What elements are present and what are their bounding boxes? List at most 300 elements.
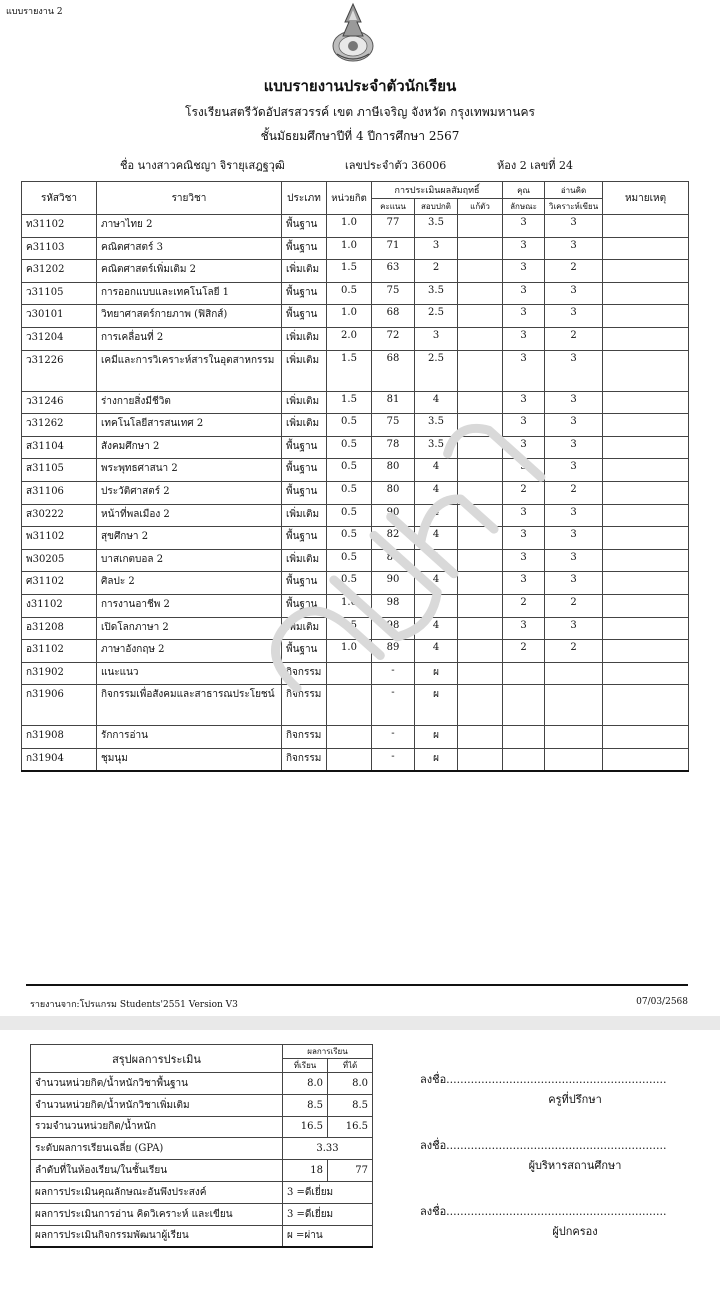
header-subject: รายวิชา [97, 182, 282, 215]
cell-retake [458, 726, 503, 749]
cell-score: 90 [372, 572, 415, 595]
cell-retake [458, 594, 503, 617]
table-row [22, 327, 689, 350]
cell-retake [458, 662, 503, 685]
cell-remark [603, 481, 689, 504]
summary-value: 3 =ดีเยี่ยม [283, 1203, 373, 1225]
school-line: โรงเรียนสตรีวัดอัปสรสวรรค์ เขต ภาษีเจริญ จังหวัด กรุงเทพมหานคร [185, 105, 535, 119]
summary-row-gpa [31, 1138, 373, 1160]
cell-remark [603, 260, 689, 283]
cell-score: 82 [372, 527, 415, 550]
cell-score: - [372, 662, 415, 685]
cell-score: 98 [372, 617, 415, 640]
cell-grade: 4 [415, 572, 458, 595]
table-row [22, 617, 689, 640]
cell-score: 87 [372, 549, 415, 572]
signature-role: ผู้บริหารสถานศึกษา [528, 1159, 622, 1172]
cell-subject: การออกแบบและเทคโนโลยี 1 [97, 282, 282, 305]
cell-retake [458, 215, 503, 238]
cell-retake [458, 391, 503, 414]
table-row [22, 436, 689, 459]
cell-type: พื้นฐาน [282, 459, 327, 482]
cell-character [503, 662, 545, 685]
cell-character [503, 726, 545, 749]
cell-score: 71 [372, 237, 415, 260]
summary-row-extra [31, 1094, 373, 1116]
summary-value: 8.5 [328, 1094, 373, 1116]
header-code: รหัสวิชา [22, 182, 97, 215]
cell-retake [458, 260, 503, 283]
cell-grade: 4 [415, 549, 458, 572]
cell-subject: วิทยาศาสตร์กายภาพ (ฟิสิกส์) [97, 305, 282, 328]
cell-grade: 4 [415, 391, 458, 414]
cell-credit: 2.0 [327, 327, 372, 350]
cell-credit: 1.0 [327, 640, 372, 663]
cell-remark [603, 350, 689, 391]
cell-score: 81 [372, 391, 415, 414]
cell-credit [327, 685, 372, 726]
cell-retake [458, 481, 503, 504]
summary-label: ลำดับที่ในห้องเรียน/ในชั้นเรียน [31, 1160, 283, 1182]
cell-remark [603, 640, 689, 663]
cell-retake [458, 237, 503, 260]
cell-code: ก31902 [22, 662, 97, 685]
cell-type: เพิ่มเติม [282, 414, 327, 437]
table-row [22, 391, 689, 414]
cell-subject: พระพุทธศาสนา 2 [97, 459, 282, 482]
summary-value: 8.0 [283, 1073, 328, 1095]
table-row [22, 459, 689, 482]
table-row [22, 481, 689, 504]
cell-retake [458, 748, 503, 771]
cell-character: 2 [503, 594, 545, 617]
cell-grade: 3.5 [415, 215, 458, 238]
summary-row-total [31, 1116, 373, 1138]
summary-table [30, 1044, 373, 1248]
summary-row-activity [31, 1225, 373, 1247]
footer-date: 07/03/2568 [636, 997, 688, 1007]
cell-score: - [372, 748, 415, 771]
cell-character: 2 [503, 640, 545, 663]
cell-subject: แนะแนว [97, 662, 282, 685]
table-row [22, 305, 689, 328]
cell-remark [603, 504, 689, 527]
cell-remark [603, 391, 689, 414]
signature-advisor [420, 1070, 690, 1108]
cell-character: 3 [503, 391, 545, 414]
table-row [22, 662, 689, 685]
cell-reading: 2 [545, 594, 603, 617]
cell-subject: กิจกรรมเพื่อสังคมและสาธารณประโยชน์ [97, 685, 282, 726]
table-row [22, 685, 689, 726]
cell-remark [603, 748, 689, 771]
table-row [22, 215, 689, 238]
header-grade: สอบปกติ [415, 199, 458, 215]
cell-character: 3 [503, 436, 545, 459]
cell-credit: 1.0 [327, 594, 372, 617]
cell-reading: 3 [545, 459, 603, 482]
cell-score: - [372, 685, 415, 726]
summary-row-character [31, 1181, 373, 1203]
cell-grade: ผ [415, 748, 458, 771]
cell-remark [603, 527, 689, 550]
cell-grade: 2.5 [415, 350, 458, 391]
cell-character: 3 [503, 617, 545, 640]
signature-line: ลงชื่อ............................................................... [420, 1139, 667, 1152]
summary-value: 18 [283, 1160, 328, 1182]
cell-credit: 1.0 [327, 305, 372, 328]
cell-credit [327, 748, 372, 771]
cell-code: ส31106 [22, 481, 97, 504]
cell-reading: 3 [545, 305, 603, 328]
signature-parent [420, 1202, 690, 1240]
signature-role: ผู้ปกครอง [552, 1225, 598, 1238]
cell-grade: 3.5 [415, 282, 458, 305]
table-row [22, 350, 689, 391]
cell-credit: 0.5 [327, 459, 372, 482]
cell-reading: 3 [545, 414, 603, 437]
cell-remark [603, 305, 689, 328]
header-reading-top: อ่านคิด [545, 182, 603, 199]
summary-label: จำนวนหน่วยกิต/น้ำหนักวิชาพื้นฐาน [31, 1073, 283, 1095]
cell-code: ส30222 [22, 504, 97, 527]
cell-remark [603, 726, 689, 749]
summary-value: 8.5 [283, 1094, 328, 1116]
summary-label: รวมจำนวนหน่วยกิต/น้ำหนัก [31, 1116, 283, 1138]
cell-retake [458, 350, 503, 391]
cell-reading: 3 [545, 549, 603, 572]
cell-code: ก31908 [22, 726, 97, 749]
cell-remark [603, 282, 689, 305]
cell-score: - [372, 726, 415, 749]
cell-reading: 3 [545, 527, 603, 550]
cell-credit: 1.0 [327, 237, 372, 260]
cell-reading [545, 726, 603, 749]
cell-credit: 0.5 [327, 436, 372, 459]
cell-retake [458, 527, 503, 550]
student-room: ห้อง 2 เลขที่ 24 [497, 159, 573, 172]
cell-reading: 3 [545, 237, 603, 260]
cell-remark [603, 414, 689, 437]
cell-code: ค31103 [22, 237, 97, 260]
cell-code: ว31204 [22, 327, 97, 350]
report-title: แบบรายงานประจำตัวนักเรียน [263, 77, 457, 95]
cell-credit: 1.0 [327, 215, 372, 238]
cell-retake [458, 640, 503, 663]
cell-type: เพิ่มเติม [282, 260, 327, 283]
student-name: ชื่อ นางสาวคณิชญา จิรายุเสฎฐวุฒิ [120, 159, 285, 172]
cell-grade: 4 [415, 504, 458, 527]
cell-reading: 3 [545, 350, 603, 391]
cell-character: 3 [503, 572, 545, 595]
summary-label: ผลการประเมินคุณลักษณะอันพึงประสงค์ [31, 1181, 283, 1203]
cell-retake [458, 504, 503, 527]
cell-grade: 4 [415, 459, 458, 482]
cell-score: 80 [372, 481, 415, 504]
cell-reading [545, 685, 603, 726]
cell-credit: 1.5 [327, 350, 372, 391]
cell-subject: การเคลื่อนที่ 2 [97, 327, 282, 350]
cell-code: ว31262 [22, 414, 97, 437]
summary-value: 77 [328, 1160, 373, 1182]
cell-type: เพิ่มเติม [282, 327, 327, 350]
cell-remark [603, 215, 689, 238]
cell-subject: ประวัติศาสตร์ 2 [97, 481, 282, 504]
cell-credit: 0.5 [327, 282, 372, 305]
cell-score: 68 [372, 305, 415, 328]
cell-type: พื้นฐาน [282, 305, 327, 328]
table-row [22, 572, 689, 595]
cell-code: ก31904 [22, 748, 97, 771]
school-crest-logo [331, 2, 375, 64]
summary-value: 8.0 [328, 1073, 373, 1095]
summary-label: ระดับผลการเรียนเฉลี่ย (GPA) [31, 1138, 283, 1160]
cell-grade: 4 [415, 481, 458, 504]
summary-row-core [31, 1073, 373, 1095]
cell-subject: ศิลปะ 2 [97, 572, 282, 595]
cell-subject: คณิตศาสตร์เพิ่มเติม 2 [97, 260, 282, 283]
cell-code: ว31226 [22, 350, 97, 391]
cell-character: 3 [503, 504, 545, 527]
table-row [22, 726, 689, 749]
cell-type: เพิ่มเติม [282, 617, 327, 640]
cell-code: อ31102 [22, 640, 97, 663]
page-bottom-rule [26, 984, 688, 986]
cell-score: 90 [372, 504, 415, 527]
cell-type: พื้นฐาน [282, 237, 327, 260]
cell-code: อ31208 [22, 617, 97, 640]
summary-value: 3 =ดีเยี่ยม [283, 1181, 373, 1203]
cell-retake [458, 549, 503, 572]
cell-code: ว31246 [22, 391, 97, 414]
cell-grade: 4 [415, 594, 458, 617]
cell-subject: รักการอ่าน [97, 726, 282, 749]
cell-character: 3 [503, 282, 545, 305]
cell-subject: คณิตศาสตร์ 3 [97, 237, 282, 260]
cell-grade: 3 [415, 327, 458, 350]
cell-code: ค31202 [22, 260, 97, 283]
cell-reading: 3 [545, 436, 603, 459]
signature-line: ลงชื่อ............................................................... [420, 1205, 667, 1218]
cell-type: พื้นฐาน [282, 594, 327, 617]
cell-credit [327, 726, 372, 749]
summary-row-reading [31, 1203, 373, 1225]
student-id: เลขประจำตัว 36006 [345, 159, 447, 172]
cell-character [503, 685, 545, 726]
cell-retake [458, 459, 503, 482]
cell-character: 3 [503, 327, 545, 350]
cell-retake [458, 305, 503, 328]
cell-score: 68 [372, 350, 415, 391]
header-retake: แก้ตัว [458, 199, 503, 215]
cell-grade: 4 [415, 617, 458, 640]
report-page-2 [0, 1030, 720, 1305]
table-row [22, 282, 689, 305]
cell-character: 2 [503, 481, 545, 504]
header-score: คะแนน [372, 199, 415, 215]
cell-reading [545, 662, 603, 685]
table-row [22, 414, 689, 437]
cell-credit: 0.5 [327, 549, 372, 572]
cell-code: ส31105 [22, 459, 97, 482]
table-row [22, 594, 689, 617]
summary-title: สรุปผลการประเมิน [31, 1045, 283, 1073]
cell-reading: 3 [545, 504, 603, 527]
cell-subject: เทคโนโลยีสารสนเทศ 2 [97, 414, 282, 437]
cell-grade: 3.5 [415, 414, 458, 437]
cell-reading: 3 [545, 572, 603, 595]
cell-subject: ภาษาไทย 2 [97, 215, 282, 238]
cell-score: 80 [372, 459, 415, 482]
cell-character: 3 [503, 459, 545, 482]
summary-col-enrolled: ที่เรียน [283, 1059, 328, 1073]
cell-type: เพิ่มเติม [282, 391, 327, 414]
cell-type: พื้นฐาน [282, 572, 327, 595]
summary-value: ผ =ผ่าน [283, 1225, 373, 1247]
cell-remark [603, 685, 689, 726]
cell-code: ว31105 [22, 282, 97, 305]
cell-grade: 2 [415, 260, 458, 283]
form-code: แบบรายงาน 2 [6, 7, 63, 17]
header-character-top: คุณ [503, 182, 545, 199]
cell-retake [458, 685, 503, 726]
summary-col-earned: ที่ได้ [328, 1059, 373, 1073]
cell-grade: 3.5 [415, 436, 458, 459]
table-row [22, 527, 689, 550]
cell-character: 3 [503, 414, 545, 437]
cell-remark [603, 617, 689, 640]
cell-retake [458, 327, 503, 350]
cell-code: ท31102 [22, 215, 97, 238]
page-separator [0, 1016, 720, 1030]
cell-type: พื้นฐาน [282, 436, 327, 459]
cell-remark [603, 237, 689, 260]
cell-type: พื้นฐาน [282, 282, 327, 305]
cell-remark [603, 459, 689, 482]
level-line: ชั้นมัธยมศึกษาปีที่ 4 ปีการศึกษา 2567 [260, 129, 460, 143]
cell-code: ง31102 [22, 594, 97, 617]
header-type: ประเภท [282, 182, 327, 215]
cell-score: 63 [372, 260, 415, 283]
cell-credit: 0.5 [327, 572, 372, 595]
cell-credit: 0.5 [327, 481, 372, 504]
table-row [22, 748, 689, 771]
cell-credit: 0.5 [327, 617, 372, 640]
cell-type: กิจกรรม [282, 662, 327, 685]
cell-reading [545, 748, 603, 771]
cell-remark [603, 436, 689, 459]
signature-role: ครูที่ปรึกษา [548, 1093, 602, 1106]
cell-subject: ภาษาอังกฤษ 2 [97, 640, 282, 663]
cell-subject: ร่างกายสิ่งมีชีวิต [97, 391, 282, 414]
signature-line: ลงชื่อ............................................................... [420, 1073, 667, 1086]
cell-code: ก31906 [22, 685, 97, 726]
cell-retake [458, 436, 503, 459]
cell-character: 3 [503, 549, 545, 572]
cell-credit: 1.5 [327, 260, 372, 283]
summary-value: 16.5 [283, 1116, 328, 1138]
cell-subject: เคมีและการวิเคราะห์สารในอุตสาหกรรม [97, 350, 282, 391]
cell-grade: 3 [415, 237, 458, 260]
cell-character: 3 [503, 305, 545, 328]
cell-reading: 3 [545, 391, 603, 414]
cell-remark [603, 327, 689, 350]
table-row [22, 504, 689, 527]
cell-code: พ30205 [22, 549, 97, 572]
cell-grade: ผ [415, 685, 458, 726]
summary-label: ผลการประเมินกิจกรรมพัฒนาผู้เรียน [31, 1225, 283, 1247]
grade-table [21, 181, 689, 772]
summary-gpa-value: 3.33 [283, 1138, 373, 1160]
cell-retake [458, 572, 503, 595]
cell-score: 98 [372, 594, 415, 617]
cell-character: 3 [503, 350, 545, 391]
cell-score: 72 [372, 327, 415, 350]
footer-source: รายงานจาก:โปรแกรม Students'2551 Version V3 [30, 1000, 238, 1010]
table-row [22, 260, 689, 283]
cell-reading: 2 [545, 640, 603, 663]
header-character-bottom: ลักษณะ [503, 199, 545, 215]
cell-subject: สุขศึกษา 2 [97, 527, 282, 550]
cell-type: กิจกรรม [282, 748, 327, 771]
cell-subject: สังคมศึกษา 2 [97, 436, 282, 459]
cell-credit [327, 662, 372, 685]
summary-label: จำนวนหน่วยกิต/น้ำหนักวิชาเพิ่มเติม [31, 1094, 283, 1116]
cell-remark [603, 572, 689, 595]
cell-type: เพิ่มเติม [282, 549, 327, 572]
summary-value: 16.5 [328, 1116, 373, 1138]
table-row [22, 237, 689, 260]
cell-reading: 3 [545, 617, 603, 640]
cell-character: 3 [503, 215, 545, 238]
header-remark: หมายเหตุ [603, 182, 689, 215]
summary-result-header: ผลการเรียน [283, 1045, 373, 1059]
cell-credit: 0.5 [327, 414, 372, 437]
cell-reading: 3 [545, 215, 603, 238]
cell-score: 75 [372, 414, 415, 437]
signature-director [420, 1136, 690, 1174]
summary-label: ผลการประเมินการอ่าน คิดวิเคราะห์ และเขียน [31, 1203, 283, 1225]
cell-credit: 0.5 [327, 527, 372, 550]
cell-remark [603, 594, 689, 617]
cell-remark [603, 549, 689, 572]
cell-code: พ31102 [22, 527, 97, 550]
cell-retake [458, 617, 503, 640]
cell-score: 75 [372, 282, 415, 305]
cell-score: 78 [372, 436, 415, 459]
cell-subject: ชุมนุม [97, 748, 282, 771]
header-reading-bottom: วิเคราะห์เขียน [545, 199, 603, 215]
header-assessment: การประเมินผลสัมฤทธิ์ [372, 182, 503, 199]
cell-type: พื้นฐาน [282, 640, 327, 663]
cell-type: เพิ่มเติม [282, 504, 327, 527]
cell-retake [458, 282, 503, 305]
cell-subject: หน้าที่พลเมือง 2 [97, 504, 282, 527]
cell-score: 89 [372, 640, 415, 663]
cell-remark [603, 662, 689, 685]
cell-character: 3 [503, 527, 545, 550]
header-credit: หน่วยกิต [327, 182, 372, 215]
summary-row-rank [31, 1160, 373, 1182]
cell-code: ว30101 [22, 305, 97, 328]
cell-reading: 2 [545, 260, 603, 283]
cell-subject: การงานอาชีพ 2 [97, 594, 282, 617]
cell-character [503, 748, 545, 771]
cell-retake [458, 414, 503, 437]
table-row [22, 549, 689, 572]
cell-reading: 2 [545, 327, 603, 350]
cell-type: กิจกรรม [282, 685, 327, 726]
